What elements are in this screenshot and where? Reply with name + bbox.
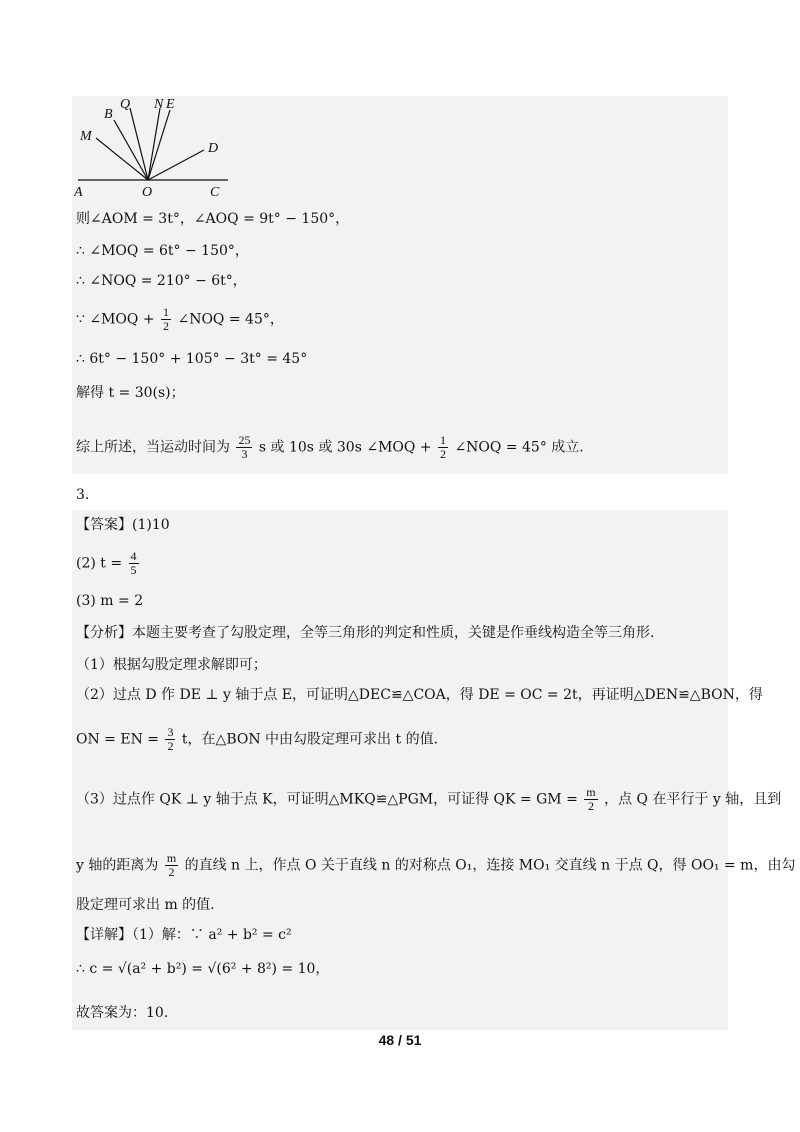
solution-line-5: ∴ 6t° − 150° + 105° − 3t° = 45° xyxy=(76,351,308,367)
fraction-half: $\frac{1}{2}$ xyxy=(163,305,170,333)
solution-line-4: ∵ ∠MOQ + $\frac{1}{2}$ ∠NOQ = 45°， xyxy=(76,305,284,333)
answer-3: (3) m = 2 xyxy=(76,593,144,609)
analysis-step-2: （2）过点 D 作 DE ⊥ y 轴于点 E，可证明△DEC≌△COA，得 DE = OC = 2t，再证明△DEN≌△BON，得 xyxy=(76,687,763,703)
fraction-3-2: $\frac{3}{2}$ xyxy=(167,725,174,753)
answer-2: (2) t = $\frac{4}{5}$ xyxy=(76,549,137,577)
solution-line-1: 则∠AOM = 3t°，∠AOQ = 9t° − 150°， xyxy=(76,211,350,227)
fraction-25-3: $\frac{25}{3}$ xyxy=(238,433,251,461)
detail-step: ∴ c = √(a² + b²) = √(6² + 8²) = 10， xyxy=(76,961,330,977)
label-B: B xyxy=(104,107,113,122)
label-Q: Q xyxy=(120,97,131,112)
analysis-step-2-cont: ON = EN = $\frac{3}{2}$ t，在△BON 中由勾股定理可求出 t 的值. xyxy=(76,725,439,753)
fraction-half-2: $\frac{1}{2}$ xyxy=(440,433,446,461)
fraction-m-2-b: $\frac{m}{2}$ xyxy=(166,851,177,879)
label-O: O xyxy=(142,185,153,200)
answer-block xyxy=(72,510,728,1030)
analysis-step-3: （3）过点作 QK ⊥ y 轴于点 K，可证明△MKQ≌△PGM，可证得 QK = GM = $\frac{m}{2}$ ，点 Q 在平行于 y 轴，且到 xyxy=(76,785,782,813)
label-A: A xyxy=(74,185,83,200)
label-D: D xyxy=(208,141,219,156)
fraction-m-2: $\frac{m}{2}$ xyxy=(586,785,596,813)
detail-answer: 故答案为：10. xyxy=(76,1005,169,1021)
label-M: M xyxy=(80,129,92,144)
analysis-step-3-end: 股定理可求出 m 的值. xyxy=(76,897,215,913)
fraction-4-5: $\frac{4}{5}$ xyxy=(130,549,137,577)
label-E: E xyxy=(166,97,175,112)
solution-line-3: ∴ ∠NOQ = 210° − 6t°， xyxy=(76,273,247,289)
label-C: C xyxy=(210,185,220,200)
question-number: 3. xyxy=(76,487,90,503)
angle-diagram xyxy=(74,96,244,204)
detail-heading: 【详解】（1）解：∵ a² + b² = c² xyxy=(76,927,292,943)
page-number: 48 / 51 xyxy=(378,1032,422,1048)
answer-1: 【答案】(1)10 xyxy=(76,517,170,533)
analysis-heading: 【分析】本题主要考查了勾股定理，全等三角形的判定和性质，关键是作垂线构造全等三角形. xyxy=(76,625,655,641)
label-N: N xyxy=(154,97,164,112)
solution-conclusion: 综上所述，当运动时间为 $\frac{25}{3}$ s 或 10s 或 30s ∠MOQ + $\frac{1}{2}$ ∠NOQ = 45° 成立. xyxy=(76,433,584,461)
analysis-step-3-cont: y 轴的距离为 $\frac{m}{2}$ 的直线 n 上，作点 O 关于直线 n 的对称点 O₁，连接 MO₁ 交直线 n 于点 Q，得 OO₁ = m，由勾 xyxy=(76,851,796,879)
solution-line-2: ∴ ∠MOQ = 6t° − 150°， xyxy=(76,243,249,259)
analysis-step-1: （1）根据勾股定理求解即可； xyxy=(76,657,267,673)
solution-line-6: 解得 t = 30(s)； xyxy=(76,385,185,401)
